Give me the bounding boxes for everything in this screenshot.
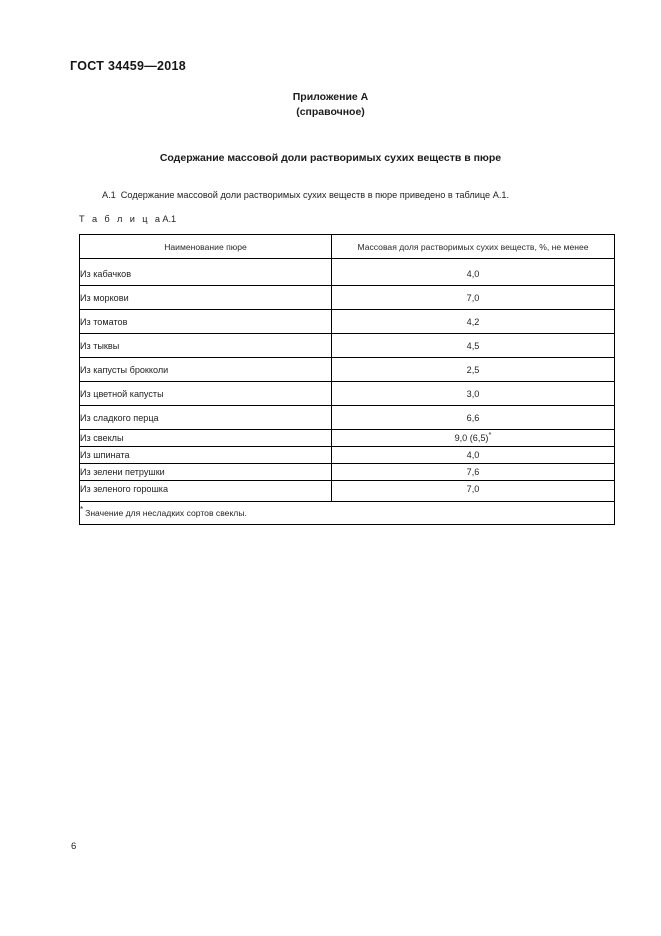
value-text: 4,0	[466, 450, 480, 460]
footnote-text: Значение для несладких сортов свеклы.	[85, 508, 247, 518]
column-header-puree-name: Наименование пюре	[80, 235, 332, 259]
cell-puree-name: Из зелени петрушки	[80, 464, 332, 481]
column-header-dry-matter: Массовая доля растворимых сухих веществ, %, не менее	[332, 235, 615, 259]
table-footnote-cell	[80, 502, 615, 525]
clause-text: Содержание массовой доли растворимых сухих веществ в пюре приведено в таблице А.1.	[120, 190, 510, 200]
value-text: 2,5	[466, 364, 480, 375]
annex-title: Содержание массовой доли растворимых сухих веществ в пюре	[159, 152, 502, 164]
table-caption-word: Т а б л и ц а	[79, 214, 163, 224]
footnote-mark: *	[80, 505, 84, 515]
cell-dry-matter-value	[332, 259, 615, 286]
table-body	[80, 259, 615, 502]
cell-dry-matter-value	[332, 382, 615, 406]
cell-dry-matter-value	[332, 310, 615, 334]
table-row	[80, 358, 615, 382]
cell-dry-matter-value	[332, 464, 615, 481]
cell-dry-matter-value	[332, 286, 615, 310]
table-footnote-row	[80, 502, 615, 525]
table-row	[80, 382, 615, 406]
cell-puree-name: Из моркови	[80, 286, 332, 310]
value-text: 7,6	[466, 467, 480, 477]
value-text: 7,0	[466, 484, 480, 494]
table-row	[80, 310, 615, 334]
cell-dry-matter-value	[332, 334, 615, 358]
cell-dry-matter-value	[332, 406, 615, 430]
clause-number: А.1	[102, 190, 116, 200]
table-header	[80, 235, 615, 259]
table-row	[80, 406, 615, 430]
cell-puree-name: Из зеленого горошка	[80, 481, 332, 502]
appendix-label: Приложение А	[292, 91, 369, 103]
dry-matter-table-container	[79, 234, 614, 525]
table-caption-number: А.1	[162, 214, 177, 224]
table-row	[80, 464, 615, 481]
appendix-heading-block	[0, 90, 661, 120]
table-row	[80, 447, 615, 464]
table-caption	[79, 214, 176, 224]
cell-puree-name: Из томатов	[80, 310, 332, 334]
table-row	[80, 481, 615, 502]
value-text: 4,5	[466, 340, 480, 351]
cell-puree-name: Из цветной капусты	[80, 382, 332, 406]
cell-puree-name: Из свеклы	[80, 430, 332, 447]
value-text: 4,0	[466, 268, 480, 279]
table-header-row	[80, 235, 615, 259]
cell-dry-matter-value	[332, 358, 615, 382]
cell-puree-name: Из капусты брокколи	[80, 358, 332, 382]
dry-matter-table	[79, 234, 615, 525]
value-text: 7,0	[466, 292, 480, 303]
value-text: 4,2	[466, 316, 480, 327]
value-footnote-mark: *	[488, 429, 492, 439]
appendix-status: (справочное)	[296, 106, 365, 118]
cell-puree-name: Из тыквы	[80, 334, 332, 358]
table-row	[80, 430, 615, 447]
cell-puree-name: Из шпината	[80, 447, 332, 464]
cell-puree-name: Из кабачков	[80, 259, 332, 286]
value-text: 9,0 (6,5)	[454, 433, 489, 443]
running-head-standard-number: ГОСТ 34459—2018	[70, 59, 187, 73]
intro-paragraph	[102, 190, 509, 200]
cell-dry-matter-value	[332, 447, 615, 464]
table-row	[80, 259, 615, 286]
table-row	[80, 286, 615, 310]
value-text: 3,0	[466, 388, 480, 399]
page-number: 6	[71, 841, 77, 852]
cell-dry-matter-value	[332, 481, 615, 502]
table-row	[80, 334, 615, 358]
table-footnote	[80, 502, 615, 525]
cell-dry-matter-value	[332, 430, 615, 447]
value-text: 6,6	[466, 412, 480, 423]
cell-puree-name: Из сладкого перца	[80, 406, 332, 430]
